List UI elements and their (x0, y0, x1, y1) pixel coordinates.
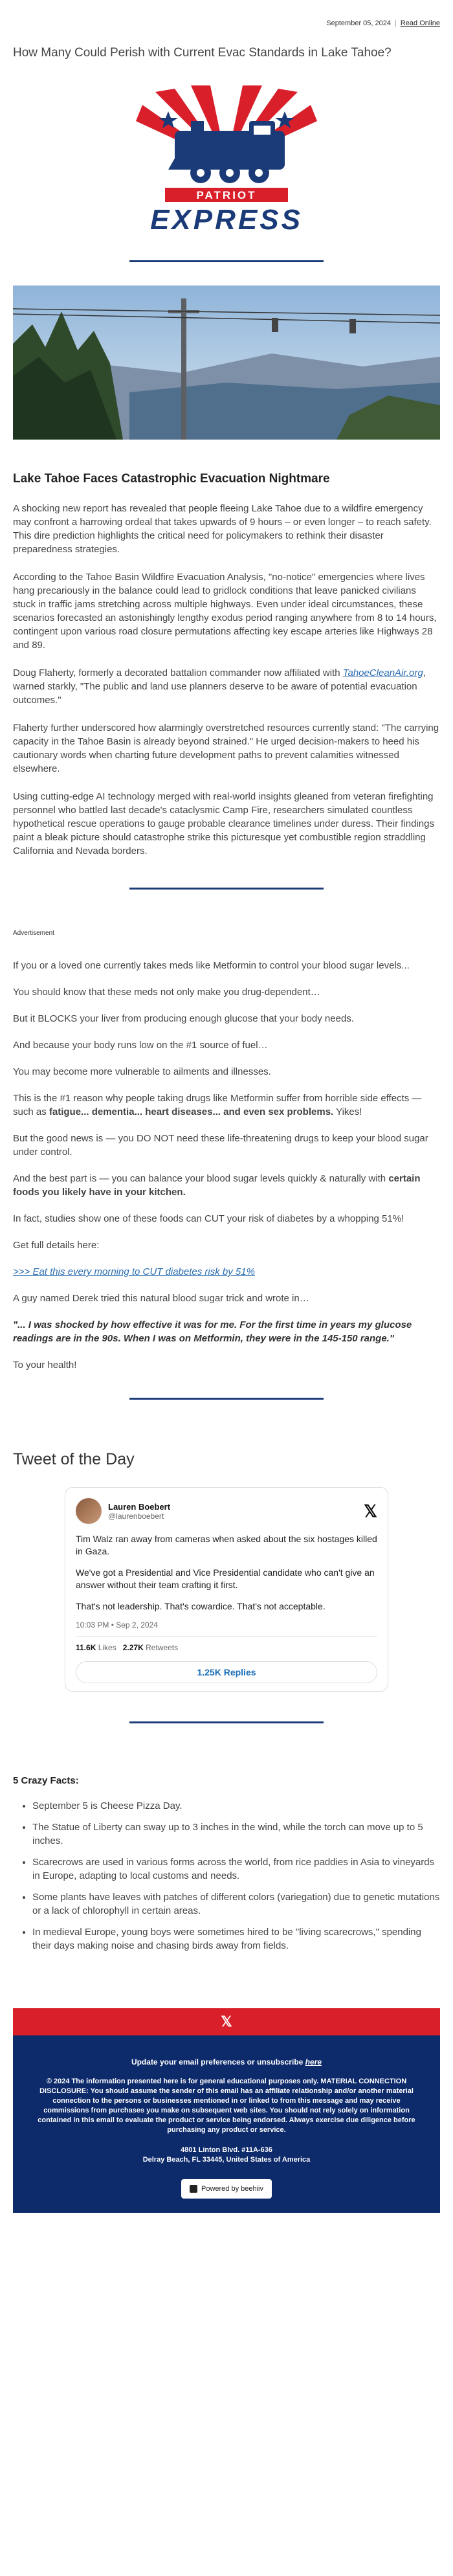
ad-paragraph: You should know that these meds not only make you drug-dependent… (13, 987, 320, 998)
p3-text-before: Doug Flaherty, formerly a decorated battalion commander now affiliated with (13, 667, 343, 678)
section-divider (129, 1398, 324, 1400)
issue-date: September 05, 2024 (326, 19, 391, 27)
avatar[interactable] (76, 1498, 102, 1524)
tweet-header (76, 1498, 377, 1524)
separator: | (394, 19, 397, 27)
section-divider (129, 888, 324, 890)
retweets-label: Retweets (146, 1643, 179, 1652)
x-logo-icon[interactable]: 𝕏 (364, 1501, 377, 1521)
tweet-section-title: Tweet of the Day (13, 1450, 135, 1468)
ad-paragraph (13, 1265, 440, 1279)
tweet-author (108, 1502, 170, 1521)
article-paragraph-5: Using cutting-edge AI technology merged with real-world insights gleaned from veteran firefighting personnel who battled last decade's cataclysmic Camp Fire, researchers simulated countless hypothetical rescue operations to gauge probable clearance timelines under duress. Their findings paint a bleak picture should catastrophe strike this picturesque yet combustible region straddling California and Nevada borders. (13, 791, 434, 857)
list-item: • Some plants have leaves with patches of different colors (variegation) due to genetic mutations or a lack of chlorophyll in certain areas. (32, 1890, 440, 1918)
email-preferences (13, 2035, 440, 2066)
advertisement (13, 930, 440, 1372)
ad-paragraph: To your health! (13, 1360, 77, 1371)
author-name[interactable]: Lauren Boebert (108, 1501, 171, 1512)
beehiiv-icon (190, 2185, 197, 2193)
article-title: Lake Tahoe Faces Catastrophic Evacuation Nightmare (13, 472, 330, 486)
retweets-count: 2.27K (122, 1643, 144, 1652)
p3-text-after: , warned starkly, "The public and land use planners deserve to be aware of potential evacuation outcomes." (13, 667, 426, 706)
ad-paragraph: Get full details here: (13, 1240, 100, 1251)
section-divider (129, 1721, 324, 1723)
logo-text-patriot: PATRIOT (196, 189, 257, 201)
tweet-text: We've got a Presidential and Vice Presidential candidate who can't give an answer without their team crafting it first. (76, 1567, 375, 1590)
tweet-stats (76, 1637, 377, 1659)
ad-offer-link[interactable]: >>> Eat this every morning to CUT diabetes risk by 51% (13, 1266, 255, 1277)
read-online-link[interactable]: Read Online (400, 19, 440, 27)
ad-text: Yikes! (333, 1106, 362, 1117)
list-item: • September 5 is Cheese Pizza Day. (32, 1799, 440, 1813)
email-headline: How Many Could Perish with Current Evac Standards in Lake Tahoe? (13, 46, 392, 60)
footer (13, 2008, 440, 2213)
testimonial-quote: "... I was shocked by how effective it was for me. For the first time in years my glucose readings are in the 90s. When I was on Metformin, they were in the 145-150 range." (13, 1319, 412, 1344)
powered-by-badge[interactable] (181, 2179, 272, 2199)
likes-count: 11.6K (76, 1643, 96, 1652)
ski-lift-photo (13, 286, 440, 440)
tweet-text: Tim Walz ran away from cameras when asked about the six hostages killed in Gaza. (76, 1534, 377, 1556)
ad-text: This is the #1 reason why people taking drugs like Metformin suffer from horrible side effects — such as (13, 1093, 422, 1117)
ad-label: Advertisement (13, 930, 54, 937)
x-social-icon[interactable]: 𝕏 (221, 2013, 232, 2030)
embedded-tweet[interactable] (65, 1487, 388, 1692)
ad-bold-text: fatigue... dementia... heart diseases... and even sex problems. (49, 1106, 334, 1117)
address-line-2: Delray Beach, FL 33445, United States of America (142, 2156, 311, 2164)
tahoe-clean-air-link[interactable]: TahoeCleanAir.org (342, 667, 423, 678)
disclaimer: © 2024 The information presented here is for general educational purposes only. MATERIAL CONNECTION DISCLOSURE: You should assume the sender of this email has an affiliate relationship and/or another material connection to the persons or businesses mentioned in or linked to from this message and may receive commissions from purchases you make on subsequent web sites. You should not rely solely on information contained in this email to evaluate the product or service being endorsed. Always exercise due diligence before purchasing any product or service. (38, 2078, 415, 2134)
article-paragraph-3 (13, 666, 440, 707)
footer-social-bar (13, 2008, 440, 2035)
list-item: • The Statue of Liberty can sway up to 3 inches in the wind, while the torch can move up to 5 inches. (32, 1820, 440, 1848)
ad-paragraph (13, 1092, 440, 1119)
mailing-address (13, 2135, 440, 2165)
address-line-1: 4801 Linton Blvd. #11A-636 (181, 2146, 272, 2154)
ad-paragraph: But it BLOCKS your liver from producing enough glucose that your body needs. (13, 1013, 354, 1024)
top-bar (13, 0, 440, 26)
email-container (13, 0, 440, 2213)
tweet-text: That's not leadership. That's cowardice. That's not acceptable. (76, 1601, 326, 1611)
article-paragraph-4: Flaherty further underscored how alarmingly overstretched resources currently stand: "The carrying capacity in the Tahoe Basin is already beyond strained." He urged decision-makers to heed his cautionary words when charting future development paths to prevent calamities witnessed elsewhere. (13, 722, 439, 774)
patriot-express-logo (129, 85, 324, 241)
update-text: Update your email preferences or unsubscribe (131, 2057, 305, 2066)
train-icon (168, 121, 285, 183)
ad-paragraph: A guy named Derek tried this natural blood sugar trick and wrote in… (13, 1293, 309, 1304)
replies-button[interactable]: 1.25K Replies (76, 1661, 377, 1683)
ad-paragraph (13, 1172, 440, 1199)
facts-list (13, 1799, 440, 1953)
list-item: • Scarecrows are used in various forms across the world, from rice paddies in Asia to vineyards in Europe, adapting to local customs and needs. (32, 1855, 440, 1883)
likes-label: Likes (98, 1643, 116, 1652)
unsubscribe-link[interactable]: here (305, 2057, 322, 2066)
author-handle[interactable]: @laurenboebert (108, 1511, 164, 1521)
tweet-body (76, 1533, 377, 1613)
section-divider (129, 260, 324, 262)
tweet-timestamp[interactable]: 10:03 PM • Sep 2, 2024 (76, 1620, 377, 1637)
article-paragraph-2: According to the Tahoe Basin Wildfire Evacuation Analysis, "no-notice" emergencies where lives hang precariously in the balance could lead to gridlock conditions that leave panicked civilians stuck in traffic jams stretching across multiple highways. Even under ideal circumstances, these scenarios forecasted an astonishingly lengthy exodus period ranging anywhere from 8 to 14 hours, contingent upon various road closure permutations affecting key escape arteries like Highways 28 and 89. (13, 572, 437, 651)
powered-by-text: Powered by beehiiv (201, 2185, 263, 2193)
list-item: • In medieval Europe, young boys were sometimes hired to be "living scarecrows," spending their days making noise and chasing birds away from fields. (32, 1925, 440, 1953)
ad-text: And the best part is — you can balance your blood sugar levels quickly & naturally with (13, 1173, 389, 1184)
article-paragraph-1: A shocking new report has revealed that people fleeing Lake Tahoe due to a wildfire emergency may confront a harrowing ordeal that takes upwards of 9 hours – or even longer – to reach safety. This dire prediction highlights the critical need for policymakers to rethink their disaster preparedness strategies. (13, 503, 432, 555)
logo-text-express: EXPRESS (150, 204, 303, 236)
ad-bold-text: certain foods you likely have in your kitchen. (13, 1173, 421, 1198)
ad-paragraph: You may become more vulnerable to ailments and illnesses. (13, 1066, 271, 1077)
ad-paragraph: If you or a loved one currently takes meds like Metformin to control your blood sugar levels... (13, 960, 410, 971)
ad-paragraph: And because your body runs low on the #1 source of fuel… (13, 1040, 268, 1051)
ad-paragraph: But the good news is — you DO NOT need these life-threatening drugs to keep your blood sugar under control. (13, 1133, 428, 1158)
facts-title: 5 Crazy Facts: (13, 1775, 79, 1786)
ad-paragraph: In fact, studies show one of these foods can CUT your risk of diabetes by a whopping 51%! (13, 1213, 404, 1224)
